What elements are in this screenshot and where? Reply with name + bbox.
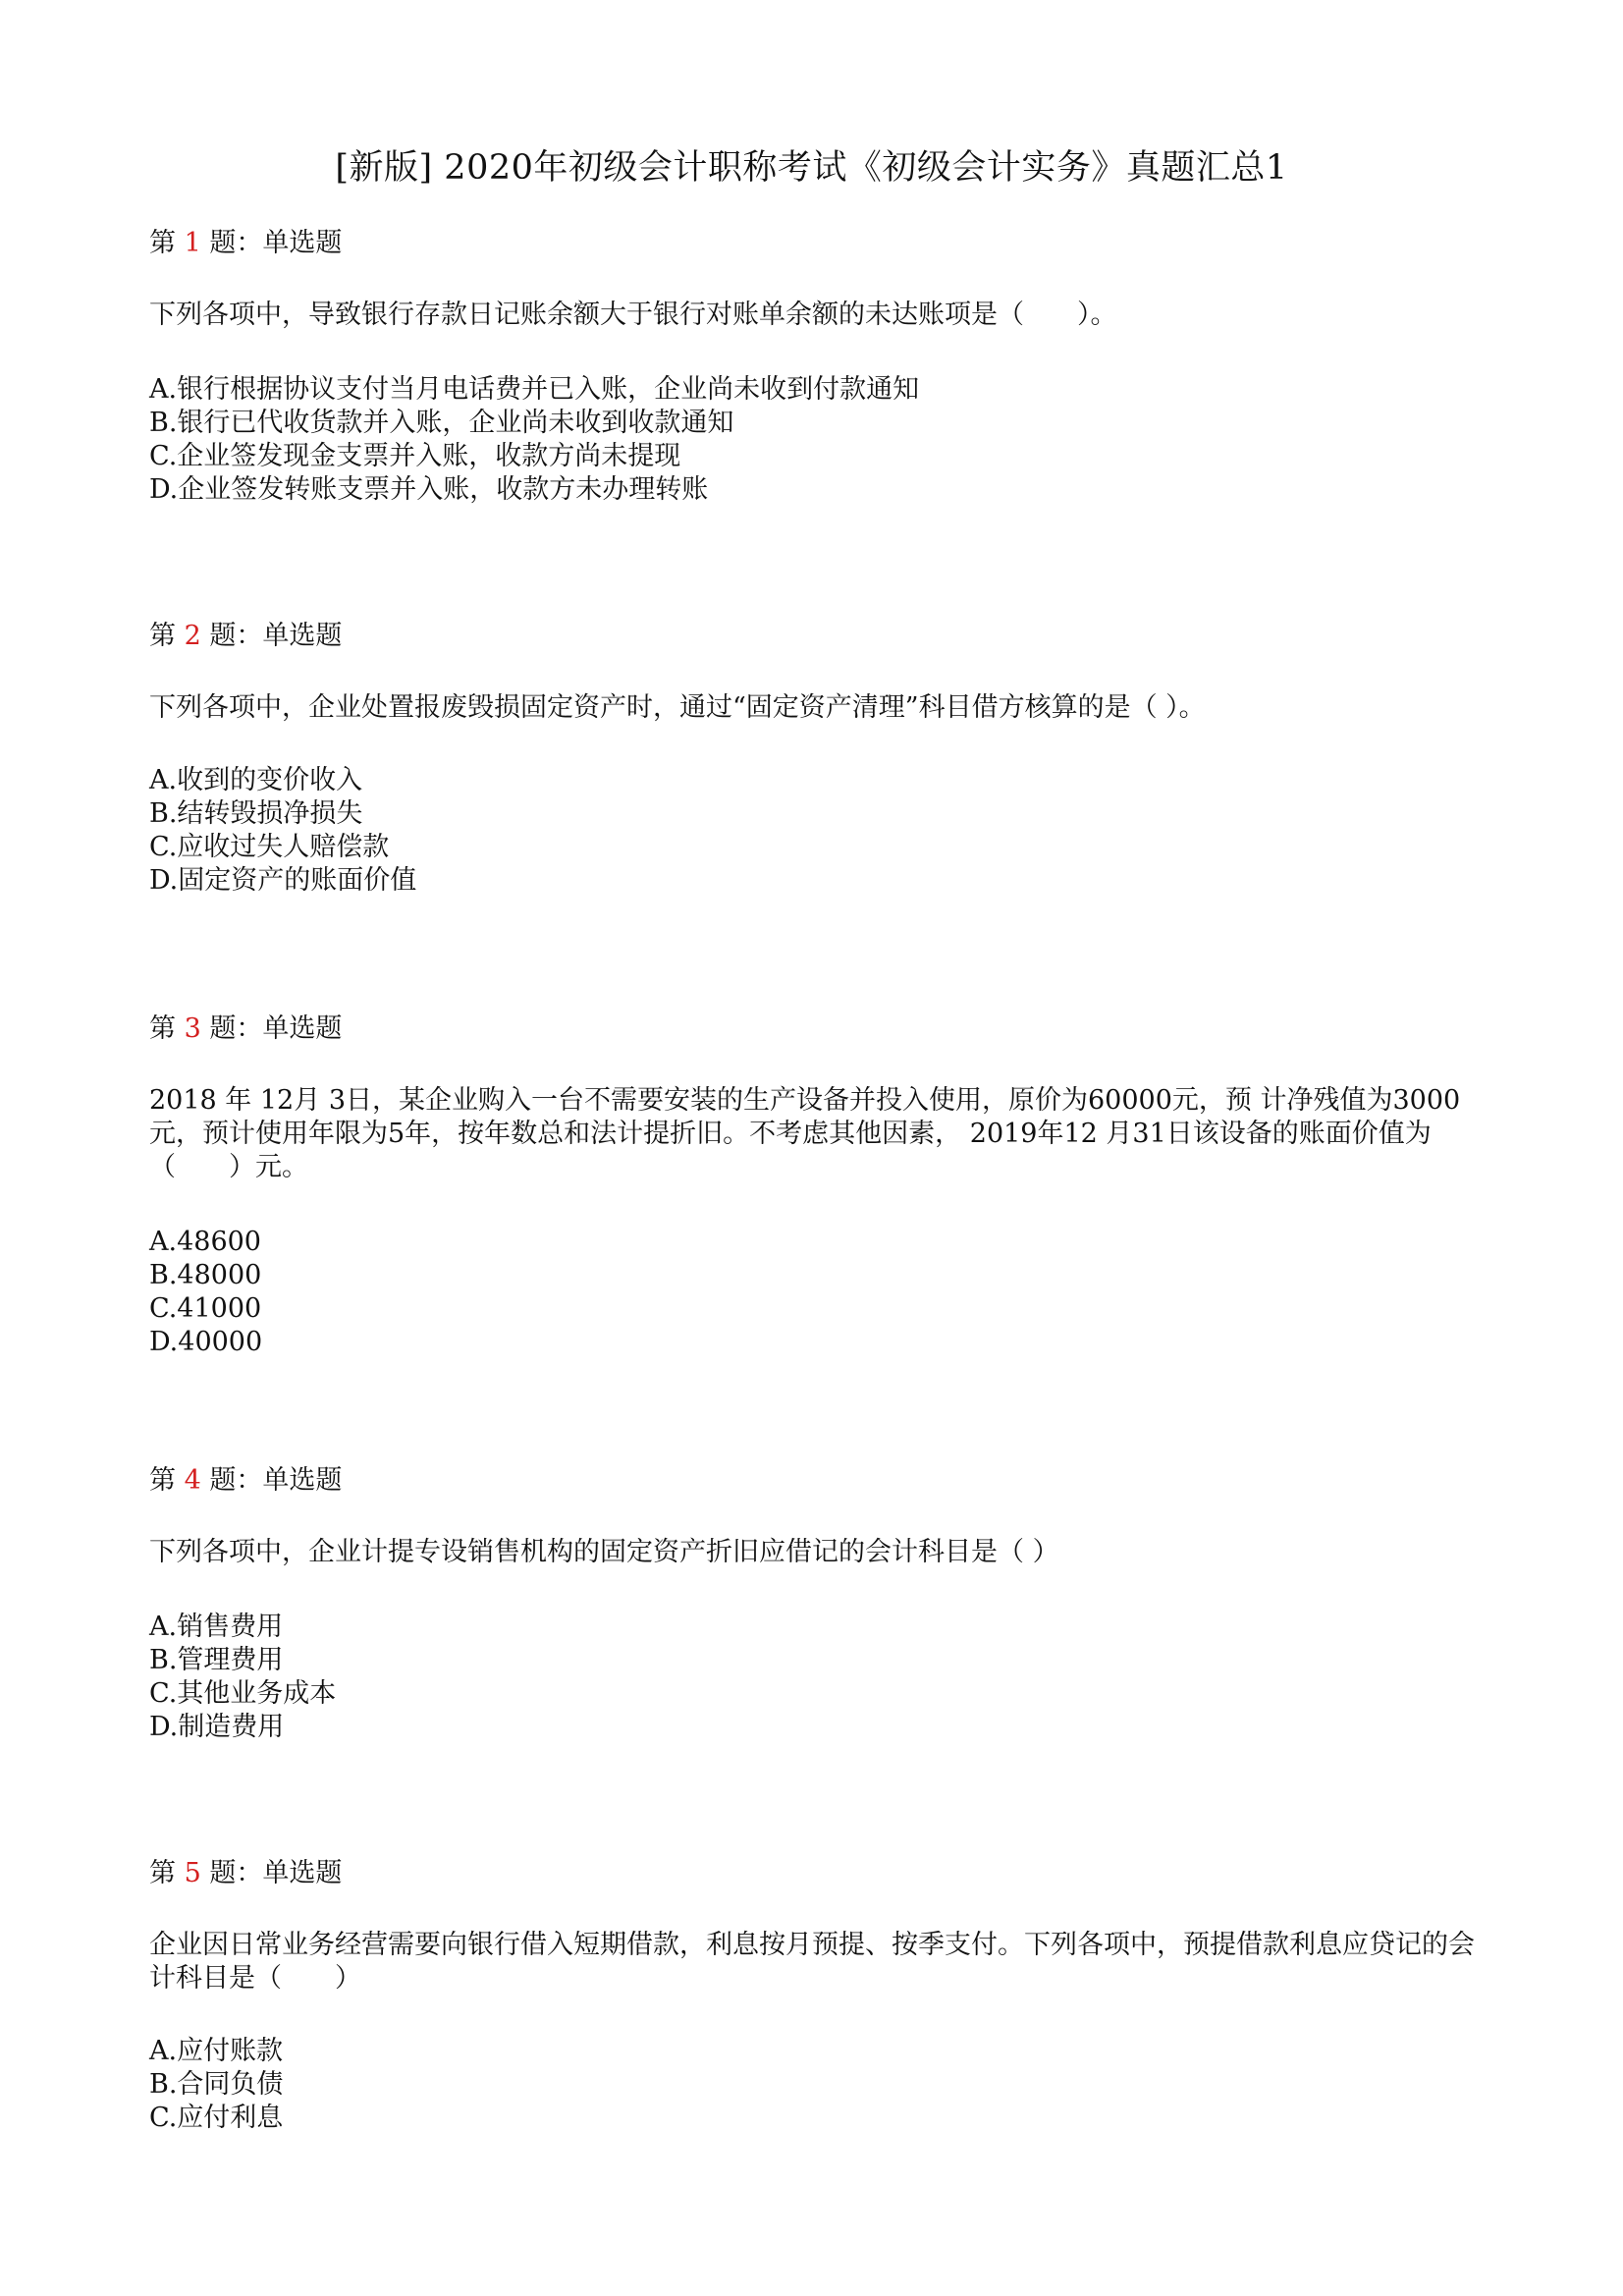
question-1-header: [149, 226, 342, 261]
question-5-options: [149, 2035, 283, 2135]
option-c: C.企业签发现金支票并入账，收款方尚未提现: [149, 441, 681, 471]
question-type: 题：单选题: [209, 1858, 343, 1888]
option-c: C.应收过失人赔偿款: [149, 832, 390, 862]
option-d: D.40000: [149, 1327, 263, 1357]
question-1-text: 下列各项中，导致银行存款日记账余额大于银行对账单余额的未达账项是（ ）。: [149, 300, 1117, 330]
question-type: 题：单选题: [209, 1013, 343, 1044]
option-b: B.48000: [149, 1260, 262, 1290]
question-prefix: 第: [149, 228, 176, 258]
question-1-options: [149, 373, 919, 507]
question-prefix: 第: [149, 621, 176, 651]
question-number: 1: [184, 228, 201, 258]
option-d: D.制造费用: [149, 1712, 285, 1742]
question-type: 题：单选题: [209, 228, 343, 258]
option-b: B.合同负债: [149, 2069, 284, 2100]
question-5-text: 企业因日常业务经营需要向银行借入短期借款，利息按月预提、按季支付。下列各项中，预提借款利息应贷记的会计科目是（ ）: [149, 1930, 1475, 1994]
option-c: C.41000: [149, 1293, 262, 1324]
question-2-options: [149, 764, 416, 898]
option-c: C.其他业务成本: [149, 1678, 337, 1709]
option-a: A.48600: [149, 1227, 261, 1257]
option-b: B.管理费用: [149, 1645, 284, 1675]
question-number: 3: [184, 1013, 201, 1044]
question-number: 4: [184, 1465, 201, 1496]
option-d: D.企业签发转账支票并入账，收款方未办理转账: [149, 474, 709, 505]
option-a: A.应付账款: [149, 2036, 284, 2066]
question-4-options: [149, 1611, 336, 1744]
option-c: C.应付利息: [149, 2103, 284, 2133]
question-prefix: 第: [149, 1858, 176, 1888]
document-title: [新版] 2020年初级会计职称考试《初级会计实务》真题汇总1: [335, 148, 1288, 188]
question-2-header: [149, 619, 342, 654]
question-3-text: 2018 年 12月 3日，某企业购入一台不需要安装的生产设备并投入使用，原价为60000元，预 计净残值为3000元，预计使用年限为5年，按年数总和法计提折旧。不考虑其他因素， 2019年12 月31日该设备的账面价值为（ ）元。: [149, 1085, 1461, 1182]
question-4-text: 下列各项中，企业计提专设销售机构的固定资产折旧应借记的会计科目是（ ）: [149, 1537, 1059, 1567]
question-number: 2: [184, 621, 201, 651]
question-5-header: [149, 1856, 342, 1891]
question-type: 题：单选题: [209, 1465, 343, 1496]
question-2-text: 下列各项中，企业处置报废毁损固定资产时，通过“固定资产清理”科目借方核算的是（ ）。: [149, 692, 1206, 723]
option-a: A.销售费用: [149, 1612, 284, 1642]
question-number: 5: [184, 1858, 201, 1888]
question-3-options: [149, 1226, 262, 1359]
option-b: B.银行已代收货款并入账，企业尚未收到收款通知: [149, 408, 734, 438]
option-a: A.收到的变价收入: [149, 765, 363, 795]
option-a: A.银行根据协议支付当月电话费并已入账，企业尚未收到付款通知: [149, 374, 920, 405]
question-prefix: 第: [149, 1013, 176, 1044]
question-type: 题：单选题: [209, 621, 343, 651]
question-4-header: [149, 1463, 342, 1499]
question-prefix: 第: [149, 1465, 176, 1496]
option-b: B.结转毁损净损失: [149, 798, 363, 829]
option-d: D.固定资产的账面价值: [149, 865, 417, 896]
question-3-header: [149, 1011, 342, 1047]
